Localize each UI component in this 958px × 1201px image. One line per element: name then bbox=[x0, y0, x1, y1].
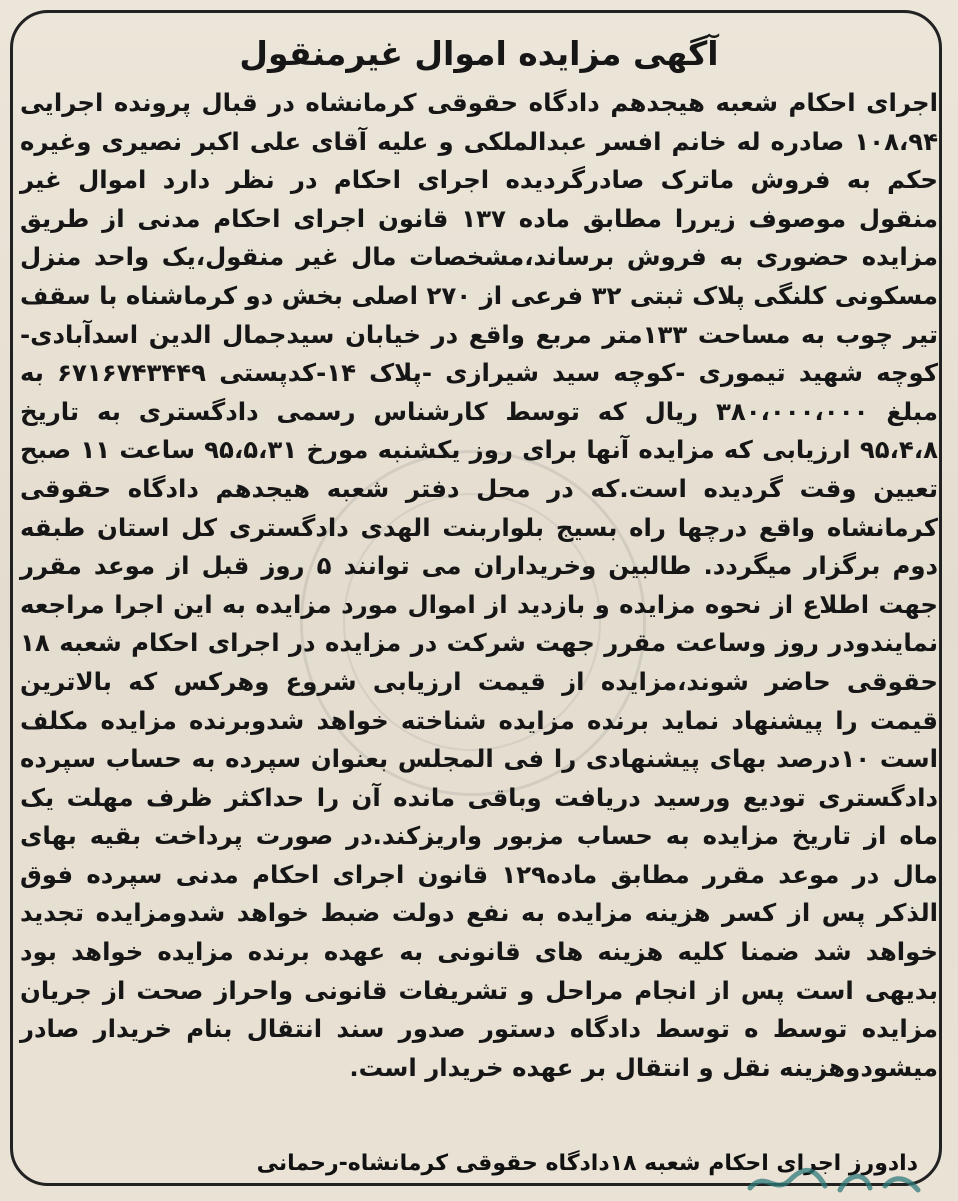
notice-body: اجرای احکام شعبه هیجدهم دادگاه حقوقی کرمانشاه در قبال پرونده اجرایی ۱۰۸،۹۴ صادره له خانم افسر عبدالملکی و علیه آقای علی اکبر نصیری وغیره حکم به فروش ماترک صادرگردیده اجرای احکام در نظر دارد اموال غیر منقول موصوف زیررا مطابق ماده ۱۳۷ قانون اجرای احکام مدنی از طریق مزایده حضوری به فروش برساند،مشخصات مال غیر منقول،یک واحد منزل مسکونی کلنگی پلاک ثبتی ۳۲ فرعی از ۲۷۰ اصلی بخش دو کرماشناه با سقف تیر چوب به مساحت ۱۳۳متر مربع واقع در خیابان سیدجمال الدین اسدآبادی-کوچه شهید تیموری -کوچه سید شیرازی -پلاک ۱۴-کدپستی ۶۷۱۶۷۴۳۴۴۹ به مبلغ ۳۸۰،۰۰۰،۰۰۰ ریال که توسط کارشناس رسمی دادگستری به تاریخ ۹۵،۴،۸ ارزیابی که مزایده آنها برای روز یکشنبه مورخ ۹۵،۵،۳۱ ساعت ۱۱ صبح تعیین وقت گردیده است.که در محل دفتر شعبه هیجدهم دادگاه حقوقی کرمانشاه واقع درچها راه بسیج بلواربنت الهدی دادگستری کل استان طبقه دوم برگزار میگردد. طالبین وخریداران می توانند ۵ روز قبل از موعد مقرر جهت اطلاع از نحوه مزایده و بازدید از اموال مورد مزایده به این اجرا مراجعه نمایندودر روز وساعت مقرر جهت شرکت در مزایده در اجرای احکام شعبه ۱۸ حقوقی حاضر شوند،مزایده از قیمت ارزیابی شروع وهرکس که بالاترین قیمت را پیشنهاد نماید برنده مزایده شناخته خواهد شدوبرنده مزایده مکلف است ۱۰درصد بهای پیشنهادی را فی المجلس بعنوان سپرده به حساب سپرده دادگستری تودیع ورسید دریافت وباقی مانده آن را حداکثر ظرف مهلت یک ماه از تاریخ مزایده به حساب مزبور واریزکند.در صورت پرداخت بقیه بهای مال در موعد مقرر مطابق ماده۱۲۹ قانون اجرای احکام مدنی سپرده فوق الذکر پس از کسر هزینه مزایده به نفع دولت ضبط خواهد شدومزایده تجدید خواهد شد ضمنا کلیه هزینه های قانونی به عهده برنده مزایده خواهد بود بدیهی است پس از انجام مراحل و تشریفات قانونی واحراز صحت از جریان مزایده توسط ه توسط دادگاه دستور صدور سند انتقال بنام خریدار صادر میشودوهزینه نقل و انتقال بر عهده خریدار است. bbox=[20, 88, 939, 1082]
notice-signature-line: دادورز اجرای احکام شعبه ۱۸دادگاه حقوقی کرمانشاه-رحمانی bbox=[256, 1151, 918, 1176]
notice-content bbox=[18, 26, 940, 1087]
notice-title: آگهی مزایده اموال غیرمنقول bbox=[239, 34, 719, 73]
